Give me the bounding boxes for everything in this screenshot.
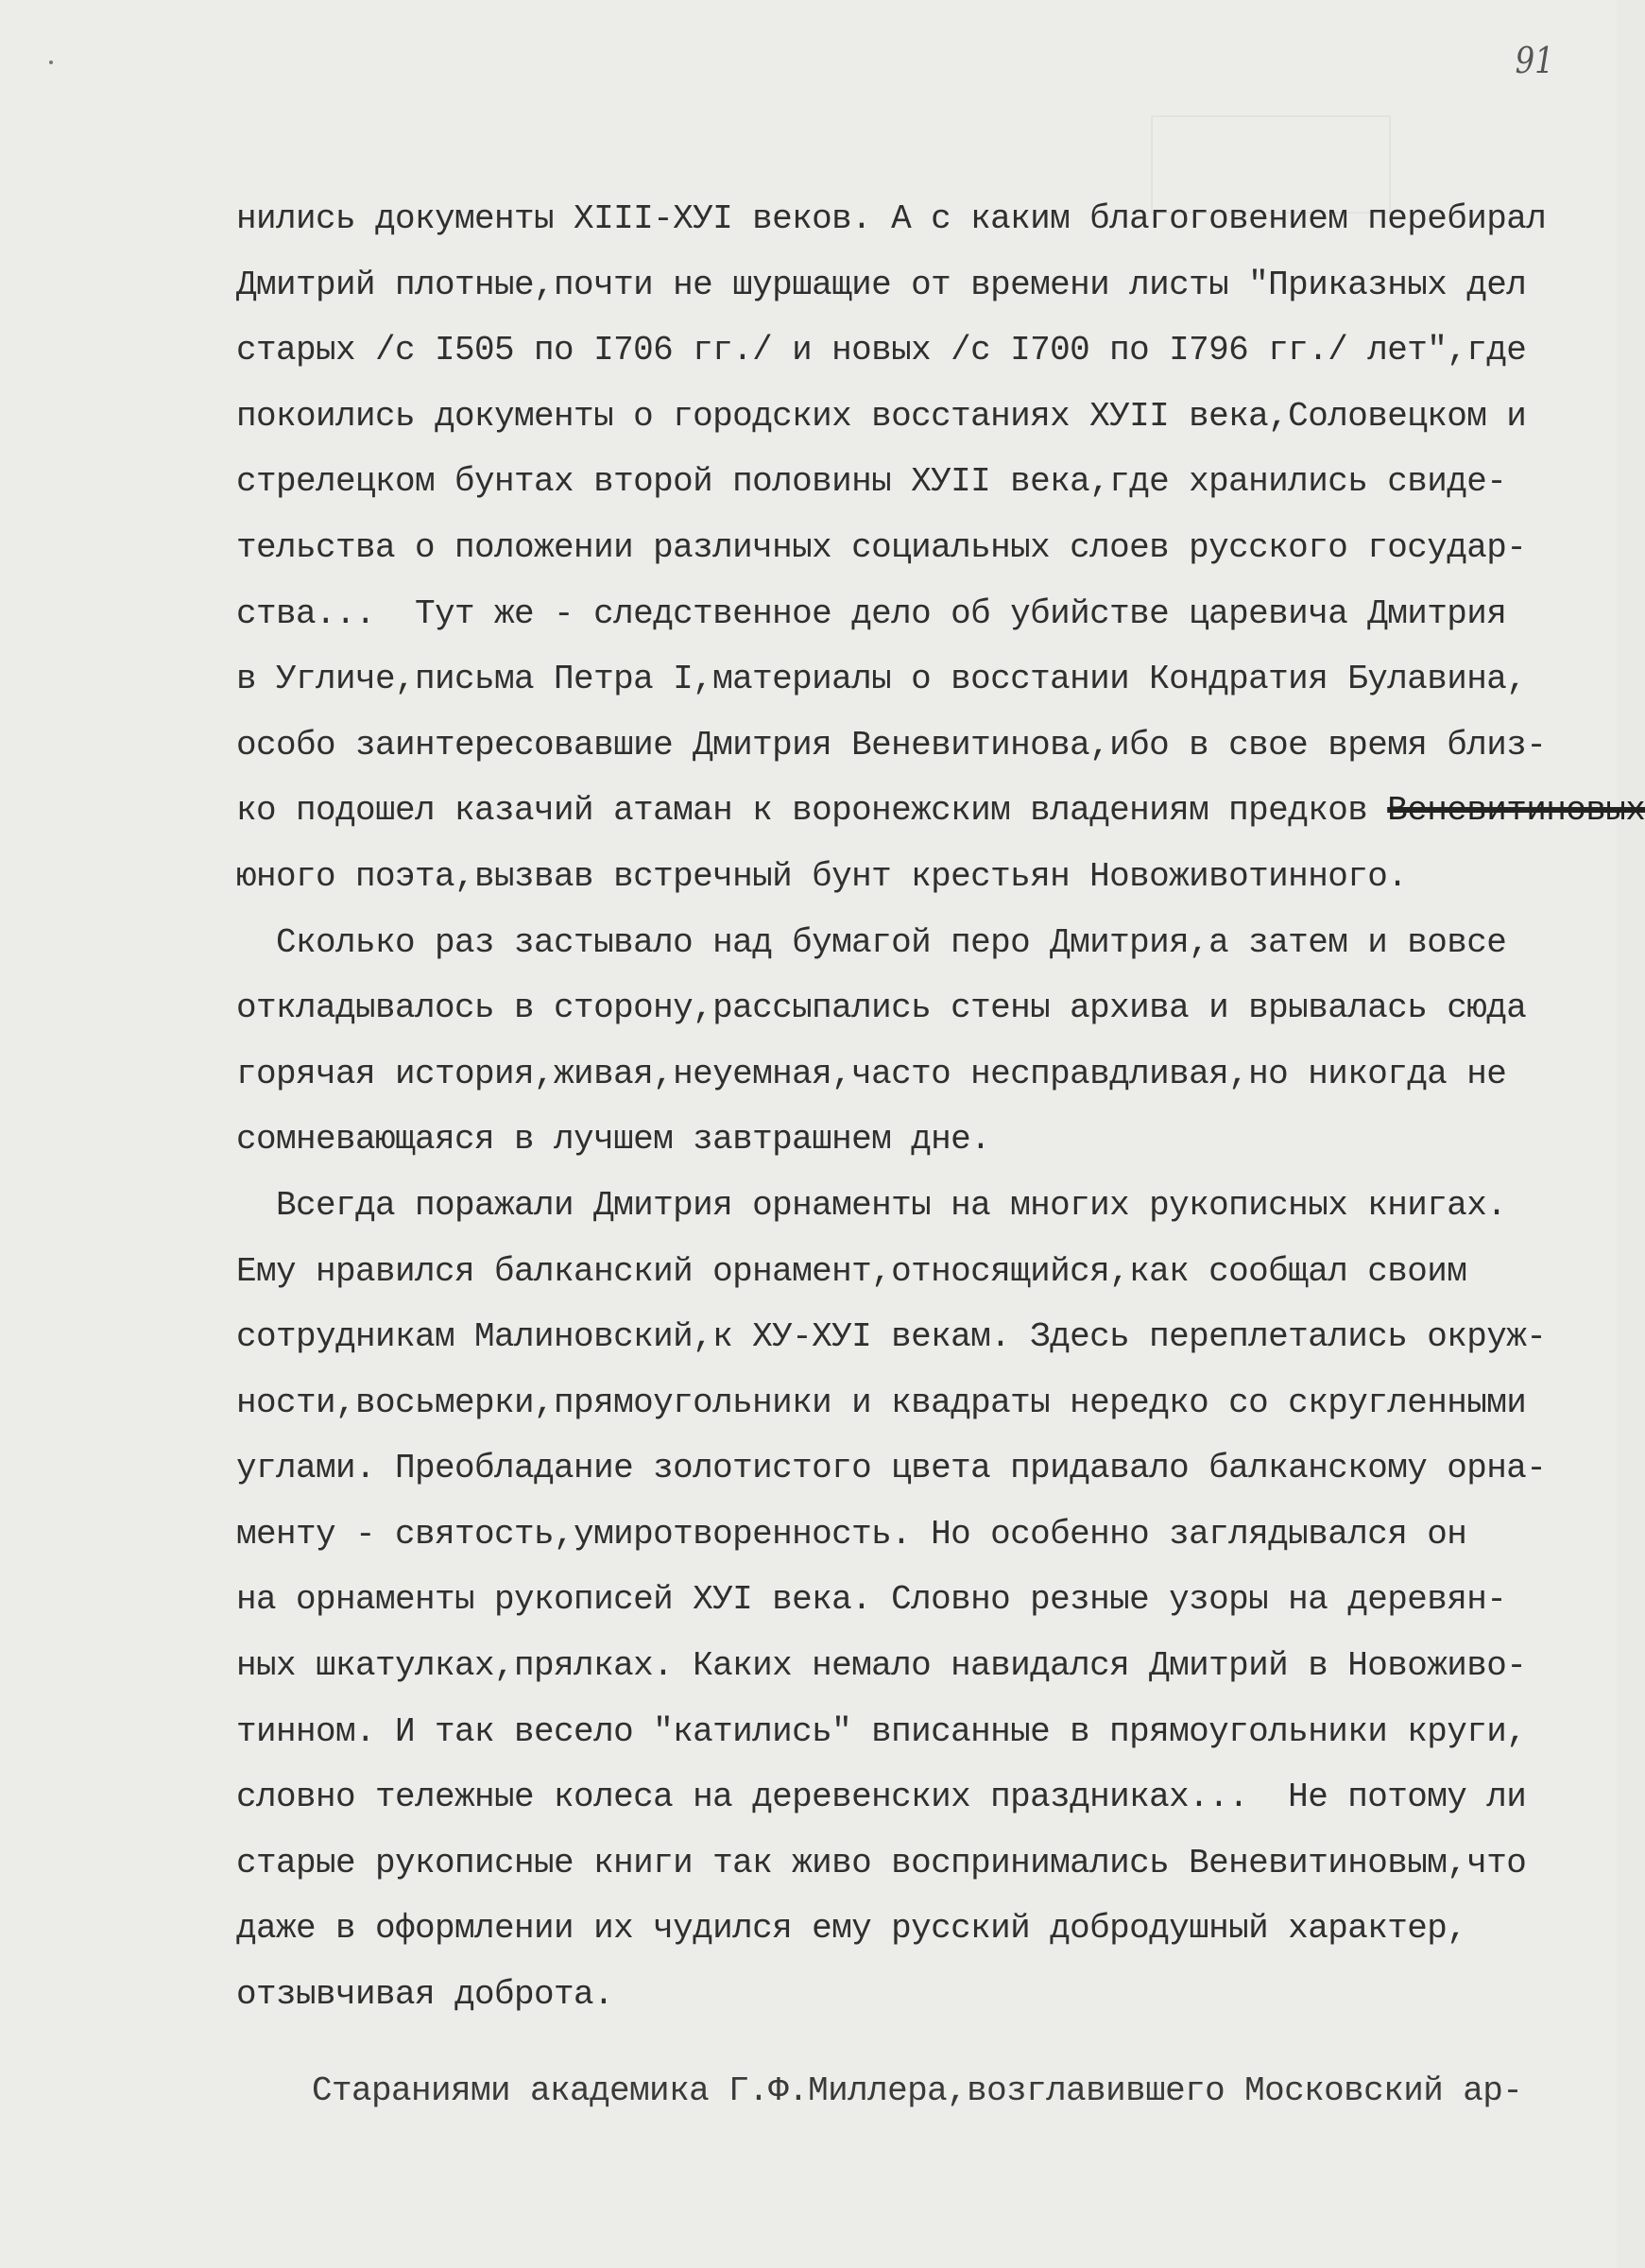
text-line: даже в оформлении их чудился ему русский добродушный характер, (236, 1909, 1467, 1949)
text-line: сотрудникам Малиновский,к ХУ-ХУI векам. Здесь переплетались окруж- (236, 1317, 1547, 1357)
text-line: менту - святость,умиротворенность. Но особенно заглядывался он (236, 1514, 1467, 1554)
body-text (236, 186, 1645, 2028)
text-line: особо заинтересовавшие Дмитрия Веневитинова,ибо в свое время близ- (236, 725, 1547, 765)
text-line: углами. Преобладание золотистого цвета придавало балканскому орна- (236, 1449, 1547, 1488)
speck-mark (49, 60, 53, 64)
page-number: 91 (1515, 40, 1554, 81)
text-line: Ему нравился балканский орнамент,относящийся,как сообщал своим (236, 1251, 1467, 1291)
text-line: Сколько раз застывало над бумагой перо Дмитрия,а затем и вовсе (236, 922, 1507, 962)
text-line: сомневающаяся в лучшем завтрашнем дне. (236, 1120, 991, 1160)
text-line: ства... Тут же - следственное дело об убийстве царевича Дмитрия (236, 593, 1507, 633)
text-line-with-strike (236, 778, 1645, 844)
text-line: ных шкатулках,прялках. Каких немало навидался Дмитрий в Новоживо- (236, 1646, 1527, 1686)
text-line: Всегда поражали Дмитрия орнаменты на многих рукописных книгах. (236, 1185, 1507, 1225)
text-line: на орнаменты рукописей ХУI века. Словно резные узоры на деревян- (236, 1580, 1507, 1620)
text-line: откладывалось в сторону,рассыпались стены архива и врывалась сюда (236, 988, 1527, 1028)
text-line: словно тележные колеса на деревенских праздниках... Не потому ли (236, 1778, 1527, 1817)
text-line: тельства о положении различных социальных слоев русского государ- (236, 527, 1527, 567)
text-line: отзывчивая доброта. (236, 1975, 614, 2015)
text-line-segment: ко подошел казачий атаман к воронежским владениям предков (236, 791, 1388, 831)
text-line: старые рукописные книги так живо воспринимались Веневитиновым,что (236, 1843, 1527, 1882)
text-line: горячая история,живая,неуемная,часто несправдливая,но никогда не (236, 1054, 1507, 1093)
text-line: старых /с I505 по I706 гг./ и новых /с I700 по I796 гг./ лет",где (236, 331, 1527, 370)
text-line: стрелецком бунтах второй половины ХУII века,где хранились свиде- (236, 462, 1507, 502)
text-line: нились документы XIII-ХУI веков. А с каким благоговением перебирал (236, 199, 1547, 238)
text-line: тинном. И так весело "катились" вписанные в прямоугольники круги, (236, 1711, 1527, 1751)
struck-out-word: Веневитиновых (1387, 791, 1645, 831)
text-line: ности,восьмерки,прямоугольники и квадраты нередко со скругленными (236, 1383, 1527, 1422)
text-line: юного поэта,вызвав встречный бунт крестьян Новоживотинного. (236, 856, 1408, 896)
text-line: в Угличе,письма Петра I,материалы о восстании Кондратия Булавина, (236, 660, 1527, 699)
next-paragraph-line: Стараниями академика Г.Ф.Миллера,возглавившего Московский ар- (312, 2071, 1523, 2110)
text-line: покоились документы о городских восстаниях ХУII века,Соловецком и (236, 396, 1527, 436)
text-line: Дмитрий плотные,почти не шуршащие от времени листы "Приказных дел (236, 265, 1527, 304)
